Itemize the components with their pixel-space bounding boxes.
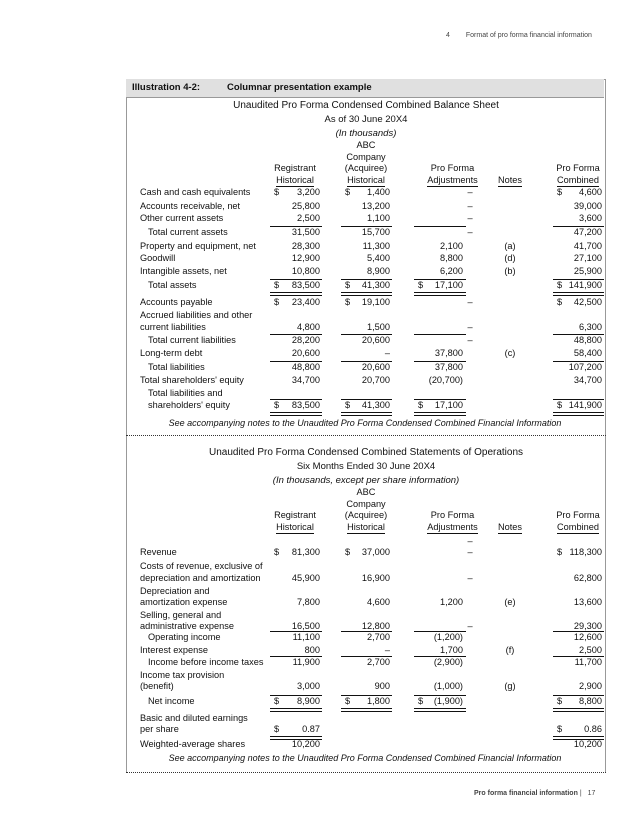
cell-reg: 10,800	[291, 266, 320, 276]
row-label: Intangible assets, net	[140, 266, 227, 276]
cell-abc: 20,700	[361, 375, 390, 385]
column-header-line: ABC	[356, 487, 376, 497]
row-label: Other current assets	[140, 213, 224, 223]
column-header-line: Historical	[347, 175, 385, 188]
total-double-rule	[341, 292, 392, 296]
row-label: Goodwill	[140, 253, 176, 263]
cell-reg: 10,200	[291, 739, 320, 749]
cell-reg: 4,800	[297, 322, 320, 332]
cell-reg: 45,900	[291, 573, 320, 583]
total-double-rule	[414, 708, 466, 712]
cell-comb: 6,300	[579, 322, 602, 332]
cell-reg: 81,300	[291, 547, 320, 557]
row-label: Accounts payable	[140, 297, 213, 307]
total-double-rule	[270, 736, 322, 740]
cell-comb: 42,500	[573, 297, 602, 307]
subtotal-rule	[553, 361, 604, 362]
cell-adj: –	[467, 213, 473, 223]
column-header-line: (Acquiree)	[344, 163, 388, 173]
subtotal-rule	[553, 631, 604, 632]
cell-comb: 2,500	[579, 645, 602, 655]
subtotal-rule	[553, 334, 604, 335]
row-label: amortization expense	[140, 597, 228, 607]
illustration-label: Illustration 4-2:	[132, 82, 201, 93]
cell-reg: 23,400	[291, 297, 320, 307]
row-label: Basic and diluted earnings	[140, 713, 248, 723]
cell-note: (c)	[504, 348, 516, 358]
cell-adj: –	[467, 335, 473, 345]
cell-comb: 4,600	[579, 187, 602, 197]
cell-adj: –	[467, 201, 473, 211]
currency-symbol: $	[345, 696, 351, 706]
cell-comb: 27,100	[573, 253, 602, 263]
footer-title: Pro forma financial information	[474, 790, 578, 797]
chapter-title: Format of pro forma financial information	[465, 32, 592, 39]
cell-adj: –	[467, 536, 473, 546]
currency-symbol: $	[274, 724, 280, 734]
cell-adj: (1,200)	[433, 632, 463, 642]
row-label: Total current assets	[148, 227, 228, 237]
cell-comb: 10,200	[573, 739, 602, 749]
subtotal-rule	[414, 656, 466, 657]
subtotal-rule	[270, 279, 322, 280]
row-label: (benefit)	[140, 681, 174, 691]
cell-comb: 62,800	[573, 573, 602, 583]
cell-adj: (20,700)	[428, 375, 463, 385]
row-label: Income tax provision	[140, 670, 225, 680]
subtotal-rule	[414, 631, 466, 632]
cell-abc: 4,600	[367, 597, 390, 607]
column-header-abc	[335, 140, 397, 187]
balance-sheet-date: As of 30 June 20X4	[324, 114, 408, 125]
cell-note: (a)	[504, 241, 516, 251]
cell-comb: 47,200	[573, 227, 602, 237]
subtotal-rule	[341, 334, 392, 335]
cell-comb: 29,300	[573, 621, 602, 631]
column-header-line: Pro Forma	[556, 163, 600, 173]
column-header-comb	[550, 510, 606, 534]
cell-reg: 28,200	[291, 335, 320, 345]
column-header-line: Pro Forma	[556, 510, 600, 520]
row-label: current liabilities	[140, 322, 206, 332]
column-header-line: Registrant	[274, 510, 316, 520]
cell-note: (f)	[505, 645, 515, 655]
row-label: administrative expense	[140, 621, 234, 631]
cell-adj: 1,700	[440, 645, 463, 655]
subtotal-rule	[341, 226, 392, 227]
currency-symbol: $	[418, 280, 424, 290]
subtotal-rule	[414, 279, 466, 280]
cell-comb: 141,900	[568, 280, 602, 290]
currency-symbol: $	[418, 696, 424, 706]
running-header	[446, 32, 592, 39]
currency-symbol: $	[274, 547, 280, 557]
subtotal-rule	[341, 631, 392, 632]
column-header-line: Notes	[498, 175, 522, 188]
row-label: Operating income	[148, 632, 221, 642]
cell-abc: 2,700	[367, 657, 390, 667]
cell-abc: 15,700	[361, 227, 390, 237]
row-label: Total liabilities	[148, 362, 205, 372]
column-header-line: Historical	[276, 175, 314, 188]
cell-note: (b)	[504, 266, 516, 276]
cell-reg: 8,900	[297, 696, 320, 706]
cell-abc: 1,500	[367, 322, 390, 332]
cell-reg: 3,200	[297, 187, 320, 197]
total-double-rule	[270, 412, 322, 416]
operations-footnote: See accompanying notes to the Unaudited Pro Forma Condensed Combined Financial Information	[168, 753, 562, 763]
total-double-rule	[553, 708, 604, 712]
cell-abc: 1,100	[367, 213, 390, 223]
column-header-line: Notes	[498, 522, 522, 535]
column-header-line: Combined	[557, 175, 599, 188]
subtotal-rule	[270, 361, 322, 362]
column-header-line: Pro Forma	[430, 510, 475, 520]
subtotal-rule	[414, 399, 466, 400]
column-header-line: ABC	[356, 140, 376, 150]
row-label: Total current liabilities	[148, 335, 236, 345]
subtotal-rule	[270, 631, 322, 632]
currency-symbol: $	[345, 187, 351, 197]
cell-adj: –	[467, 621, 473, 631]
column-header-reg	[265, 163, 325, 187]
cell-comb: 141,900	[568, 400, 602, 410]
cell-adj: 6,200	[440, 266, 463, 276]
cell-adj: 37,800	[434, 348, 463, 358]
currency-symbol: $	[274, 297, 280, 307]
subtotal-rule	[414, 334, 466, 335]
cell-reg: 0.87	[302, 724, 320, 734]
cell-adj: 17,100	[434, 400, 463, 410]
total-double-rule	[270, 292, 322, 296]
cell-abc: 1,400	[367, 187, 390, 197]
cell-comb: 58,400	[573, 348, 602, 358]
cell-adj: –	[467, 573, 473, 583]
currency-symbol: $	[557, 696, 563, 706]
cell-abc: 1,800	[367, 696, 390, 706]
currency-symbol: $	[557, 297, 563, 307]
currency-symbol: $	[274, 696, 280, 706]
row-label: Total assets	[148, 280, 197, 290]
balance-sheet-units: (In thousands)	[335, 128, 397, 139]
cell-abc: 2,700	[367, 632, 390, 642]
cell-reg: 31,500	[291, 227, 320, 237]
subtotal-rule	[270, 399, 322, 400]
column-header-note	[495, 175, 525, 188]
cell-abc: 13,200	[361, 201, 390, 211]
column-header-line: Company	[346, 498, 386, 509]
cell-comb: 8,800	[579, 696, 602, 706]
total-double-rule	[341, 708, 392, 712]
currency-symbol: $	[557, 724, 563, 734]
subtotal-rule	[553, 399, 604, 400]
subtotal-rule	[270, 695, 322, 696]
frame-bottom-rule	[126, 772, 606, 773]
subtotal-rule	[341, 279, 392, 280]
subtotal-rule	[341, 399, 392, 400]
currency-symbol: $	[418, 400, 424, 410]
cell-comb: 39,000	[573, 201, 602, 211]
cell-adj: 8,800	[440, 253, 463, 263]
cell-abc: 12,800	[361, 621, 390, 631]
cell-reg: 16,500	[291, 621, 320, 631]
cell-reg: 12,900	[291, 253, 320, 263]
row-label: Cash and cash equivalents	[140, 187, 251, 197]
cell-adj: –	[467, 322, 473, 332]
cell-adj: –	[467, 227, 473, 237]
subtotal-rule	[270, 656, 322, 657]
cell-reg: 83,500	[291, 280, 320, 290]
cell-abc: 11,300	[362, 241, 390, 251]
cell-reg: 34,700	[291, 375, 320, 385]
column-header-comb	[550, 163, 606, 187]
cell-abc: 16,900	[361, 573, 390, 583]
balance-sheet-footnote: See accompanying notes to the Unaudited Pro Forma Condensed Combined Financial Information	[168, 418, 562, 428]
currency-symbol: $	[557, 400, 563, 410]
subtotal-rule	[414, 361, 466, 362]
column-header-line: Adjustments	[427, 522, 478, 535]
cell-abc: 41,300	[361, 400, 390, 410]
row-label: Accounts receivable, net	[140, 201, 241, 211]
cell-reg: 2,500	[297, 213, 320, 223]
column-header-line: Combined	[557, 522, 599, 535]
cell-reg: 800	[304, 645, 320, 655]
cell-comb: 41,700	[573, 241, 602, 251]
row-label: depreciation and amortization	[140, 573, 261, 583]
cell-note: (e)	[504, 597, 516, 607]
row-label: Total shareholders' equity	[140, 375, 244, 385]
total-double-rule	[553, 412, 604, 416]
row-label: shareholders' equity	[148, 400, 230, 410]
column-header-line: Company	[346, 151, 386, 162]
cell-comb: 2,900	[579, 681, 602, 691]
cell-abc: 20,600	[361, 362, 390, 372]
row-label: Interest expense	[140, 645, 208, 655]
cell-reg: 28,300	[291, 241, 320, 251]
cell-abc: 37,000	[361, 547, 390, 557]
cell-comb: 11,700	[574, 657, 602, 667]
currency-symbol: $	[345, 280, 351, 290]
cell-adj: –	[467, 187, 473, 197]
subtotal-rule	[553, 279, 604, 280]
cell-adj: (1,000)	[433, 681, 463, 691]
illustration-title: Columnar presentation example	[227, 82, 372, 93]
subtotal-rule	[553, 695, 604, 696]
column-header-line: Pro Forma	[430, 163, 475, 173]
cell-comb: 107,200	[568, 362, 602, 372]
section-divider	[126, 435, 606, 436]
cell-reg: 83,500	[291, 400, 320, 410]
currency-symbol: $	[345, 297, 351, 307]
cell-adj: (2,900)	[433, 657, 463, 667]
cell-abc: –	[384, 348, 390, 358]
cell-note: (g)	[504, 681, 516, 691]
cell-adj: 1,200	[440, 597, 463, 607]
subtotal-rule	[341, 656, 392, 657]
cell-reg: 20,600	[291, 348, 320, 358]
chapter-number: 4	[446, 32, 450, 39]
cell-comb: 0.86	[584, 724, 602, 734]
subtotal-rule	[553, 656, 604, 657]
cell-reg: 11,100	[292, 632, 320, 642]
cell-adj: (1,900)	[433, 696, 463, 706]
column-header-abc	[335, 487, 397, 534]
currency-symbol: $	[557, 280, 563, 290]
column-header-line: Historical	[276, 522, 314, 535]
subtotal-rule	[553, 226, 604, 227]
row-label: Costs of revenue, exclusive of	[140, 561, 263, 571]
currency-symbol: $	[557, 547, 563, 557]
running-footer	[474, 790, 595, 797]
column-header-adj	[415, 510, 490, 534]
cell-comb: 118,300	[569, 547, 602, 557]
cell-adj: 17,100	[434, 280, 463, 290]
column-header-adj	[415, 163, 490, 187]
cell-comb: 13,600	[573, 597, 602, 607]
cell-note: (d)	[504, 253, 516, 263]
row-label: Selling, general and	[140, 610, 222, 620]
cell-comb: 3,600	[579, 213, 602, 223]
row-label: per share	[140, 724, 179, 734]
cell-reg: 3,000	[297, 681, 320, 691]
cell-abc: 5,400	[367, 253, 390, 263]
currency-symbol: $	[274, 187, 280, 197]
currency-symbol: $	[345, 400, 351, 410]
total-double-rule	[553, 736, 604, 740]
operations-period: Six Months Ended 30 June 20X4	[296, 461, 436, 472]
subtotal-rule	[414, 226, 466, 227]
column-header-line: Historical	[347, 522, 385, 535]
row-label: Weighted-average shares	[140, 739, 246, 749]
subtotal-rule	[341, 695, 392, 696]
cell-comb: 25,900	[573, 266, 602, 276]
page-number: 17	[587, 790, 596, 797]
cell-abc: 41,300	[361, 280, 390, 290]
subtotal-rule	[270, 226, 322, 227]
cell-adj: –	[467, 297, 473, 307]
row-label: Net income	[148, 696, 195, 706]
row-label: Revenue	[140, 547, 177, 557]
total-double-rule	[553, 292, 604, 296]
column-header-line: Registrant	[274, 163, 316, 173]
subtotal-rule	[414, 695, 466, 696]
cell-abc: 20,600	[361, 335, 390, 345]
row-label: Depreciation and	[140, 586, 210, 596]
column-header-reg	[265, 510, 325, 534]
row-label: Property and equipment, net	[140, 241, 256, 251]
cell-abc: –	[384, 645, 390, 655]
subtotal-rule	[270, 334, 322, 335]
cell-reg: 11,900	[292, 657, 320, 667]
cell-abc: 900	[374, 681, 390, 691]
total-double-rule	[414, 292, 466, 296]
cell-reg: 48,800	[291, 362, 320, 372]
cell-reg: 25,800	[291, 201, 320, 211]
subtotal-rule	[341, 361, 392, 362]
cell-reg: 7,800	[297, 597, 320, 607]
cell-abc: 19,100	[361, 297, 390, 307]
currency-symbol: $	[557, 187, 563, 197]
cell-adj: 2,100	[440, 241, 463, 251]
total-double-rule	[414, 412, 466, 416]
column-header-note	[495, 522, 525, 535]
illustration-bar	[126, 79, 604, 98]
total-double-rule	[341, 412, 392, 416]
row-label: Accrued liabilities and other	[140, 310, 253, 320]
operations-title: Unaudited Pro Forma Condensed Combined Statements of Operations	[208, 447, 524, 458]
currency-symbol: $	[274, 280, 280, 290]
cell-adj: –	[467, 547, 473, 557]
row-label: Income before income taxes	[148, 657, 264, 667]
operations-units: (In thousands, except per share information)	[272, 475, 460, 486]
column-header-line: (Acquiree)	[344, 510, 388, 520]
currency-symbol: $	[274, 400, 280, 410]
cell-comb: 34,700	[573, 375, 602, 385]
cell-comb: 12,600	[573, 632, 602, 642]
row-label: Total liabilities and	[148, 388, 223, 398]
cell-comb: 48,800	[573, 335, 602, 345]
cell-adj: 37,800	[434, 362, 463, 372]
total-double-rule	[270, 708, 322, 712]
currency-symbol: $	[345, 547, 351, 557]
column-header-line: Adjustments	[427, 175, 478, 188]
row-label: Long-term debt	[140, 348, 203, 358]
balance-sheet-title: Unaudited Pro Forma Condensed Combined Balance Sheet	[233, 100, 499, 111]
cell-abc: 8,900	[367, 266, 390, 276]
footer-separator: |	[579, 790, 582, 797]
